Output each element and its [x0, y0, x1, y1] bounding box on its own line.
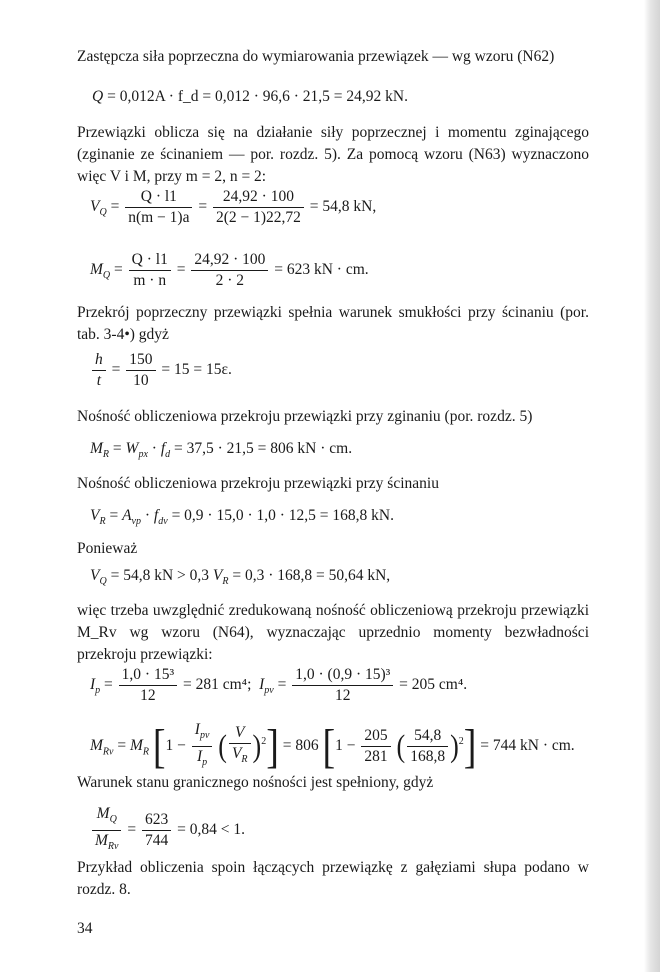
- paragraph-zredukowana-text: więc trzeba uwzględnić zredukowaną nośność obliczeniową przekroju przewiązki M_Rv wg wzoru (N64), wyznaczając uprzednio momenty bezwładności przekroju przewiązki:: [77, 602, 589, 663]
- fraction-ipv: $\frac{\text{1,0 · (0,9 · 15)³}}{12}$: [292, 665, 393, 706]
- equation-vq: $V_Q$ = $\frac{Q \cdot l1}{n(m - 1)a}$ = $\frac{24,92 \cdot 100}{2(2 - 1)22,72}$ = 54,8 kN,: [90, 188, 377, 226]
- fraction-205-281: $\frac{205}{281}$: [361, 726, 390, 767]
- paragraph-spoiny: Przykład obliczenia spoin łączących przewiązkę z gałęziami słupa podano w rozdz. 8.: [77, 859, 589, 898]
- equation-q-body: = 0,012A · f_d = 0,012 · 96,6 · 21,5 = 24,92 kN.: [107, 88, 408, 105]
- paragraph-scinanie-nosnosc: Nośność obliczeniowa przekroju przewiązki przy ścinaniu: [77, 475, 439, 492]
- paragraph-zginanie: [77, 122, 589, 188]
- paragraph-zginanie-text: Przewiązki oblicza się na działanie siły poprzecznej i momentu zginającego (zginanie ze ścinaniem — por. rozdz. 5). Za pomocą wzoru (N63) wyznaczono więc V i M, przy m = 2, n = 2:: [77, 124, 589, 185]
- fraction-vq-symbolic: $\frac{Q \cdot l1}{n(m - 1)a}$: [125, 187, 192, 228]
- fraction-v-vr: $\frac{V}{V_R}$: [229, 723, 251, 770]
- equation-mq: $M_Q$ = $\frac{Q \cdot l1}{m \cdot n}$ = $\frac{24,92 \cdot 100}{2 \cdot 2}$ = 623 kN · cm.: [90, 251, 369, 289]
- fraction-ipv-ip: $\frac{I_{pv}}{I_p}$: [192, 720, 213, 773]
- page-number: 34: [77, 920, 93, 937]
- paragraph-poniewaz: Ponieważ: [77, 540, 138, 557]
- page-edge-shadow: [644, 0, 660, 972]
- equation-ratio: $\frac{M_Q}{M_{Rv}}$ = $\frac{623}{744}$ = 0,84 < 1.: [90, 804, 245, 857]
- equation-h-t: $\frac{h}{t}$ = $\frac{150}{10}$ = 15 = 15ε.: [90, 350, 232, 391]
- fraction-ip: $\frac{\text{1,0 · 15³}}{12}$: [119, 665, 177, 706]
- fraction-h-t: $\frac{h}{t}$: [92, 350, 106, 391]
- equation-q: Q = 0,012A · f_d = 0,012 · 96,6 · 21,5 = 24,92 kN.: [92, 88, 408, 105]
- paragraph-warunek: Warunek stanu granicznego nośności jest spełniony, gdyż: [77, 774, 434, 791]
- fraction-mq-numeric: $\frac{24,92 \cdot 100}{2 \cdot 2}$: [191, 250, 268, 291]
- paragraph-zredukowana: [77, 600, 589, 666]
- equation-ip-ipv: $I_p$ = $\frac{\text{1,0 · 15³}}{12}$ = 281 cm⁴; $I_{pv}$ = $\frac{\text{1,0 · (0,9 · 15)³}}{12}$ = 205 cm⁴.: [90, 666, 468, 704]
- fraction-vq-numeric: $\frac{24,92 \cdot 100}{2(2 - 1)22,72}$: [213, 187, 304, 228]
- fraction-mq-symbolic: $\frac{Q \cdot l1}{m \cdot n}$: [129, 250, 171, 291]
- fraction-mq-mrv: $\frac{M_Q}{M_{Rv}}$: [92, 804, 121, 857]
- equation-mrv: $M_{Rv} = M_R$ [1 − $\frac{I_{pv}}{I_p}$ ( $\frac{V}{V_R}$ )$^2$] = 806 [1 − $\frac{205}{281}$ ( $\frac{54,8}{168,8}$ )$^2$] = 744 kN · cm.: [90, 720, 575, 773]
- fraction-623-744: $\frac{623}{744}$: [142, 810, 171, 851]
- paragraph-zginanie-nosnosc: Nośność obliczeniowa przekroju przewiązki przy zginaniu (por. rozdz. 5): [77, 408, 533, 425]
- equation-vq-comparison: $V_Q = 54,8$ kN > 0,3 $V_R = 0,3 \cdot 168,8 = 50,64$ kN,: [90, 567, 391, 588]
- paragraph-smuklosc: Przekrój poprzeczny przewiązki spełnia warunek smukłości przy ścinaniu (por. tab. 3-4•) gdyż: [77, 304, 589, 343]
- equation-mr: $M_R = W_{px} \cdot f_d = 37,5 \cdot 21,5 = 806$ kN · cm.: [90, 440, 353, 461]
- fraction-150-10: $\frac{150}{10}$: [126, 350, 155, 391]
- paragraph-intro: Zastępcza siła poprzeczna do wymiarowania przewiązek — wg wzoru (N62): [77, 48, 555, 65]
- equation-vr: $V_R = A_{vp} \cdot f_{dv} = 0,9 \cdot 15,0 \cdot 1,0 \cdot 12,5 = 168,8$ kN.: [90, 507, 394, 528]
- fraction-548-1688: $\frac{54,8}{168,8}$: [407, 726, 448, 767]
